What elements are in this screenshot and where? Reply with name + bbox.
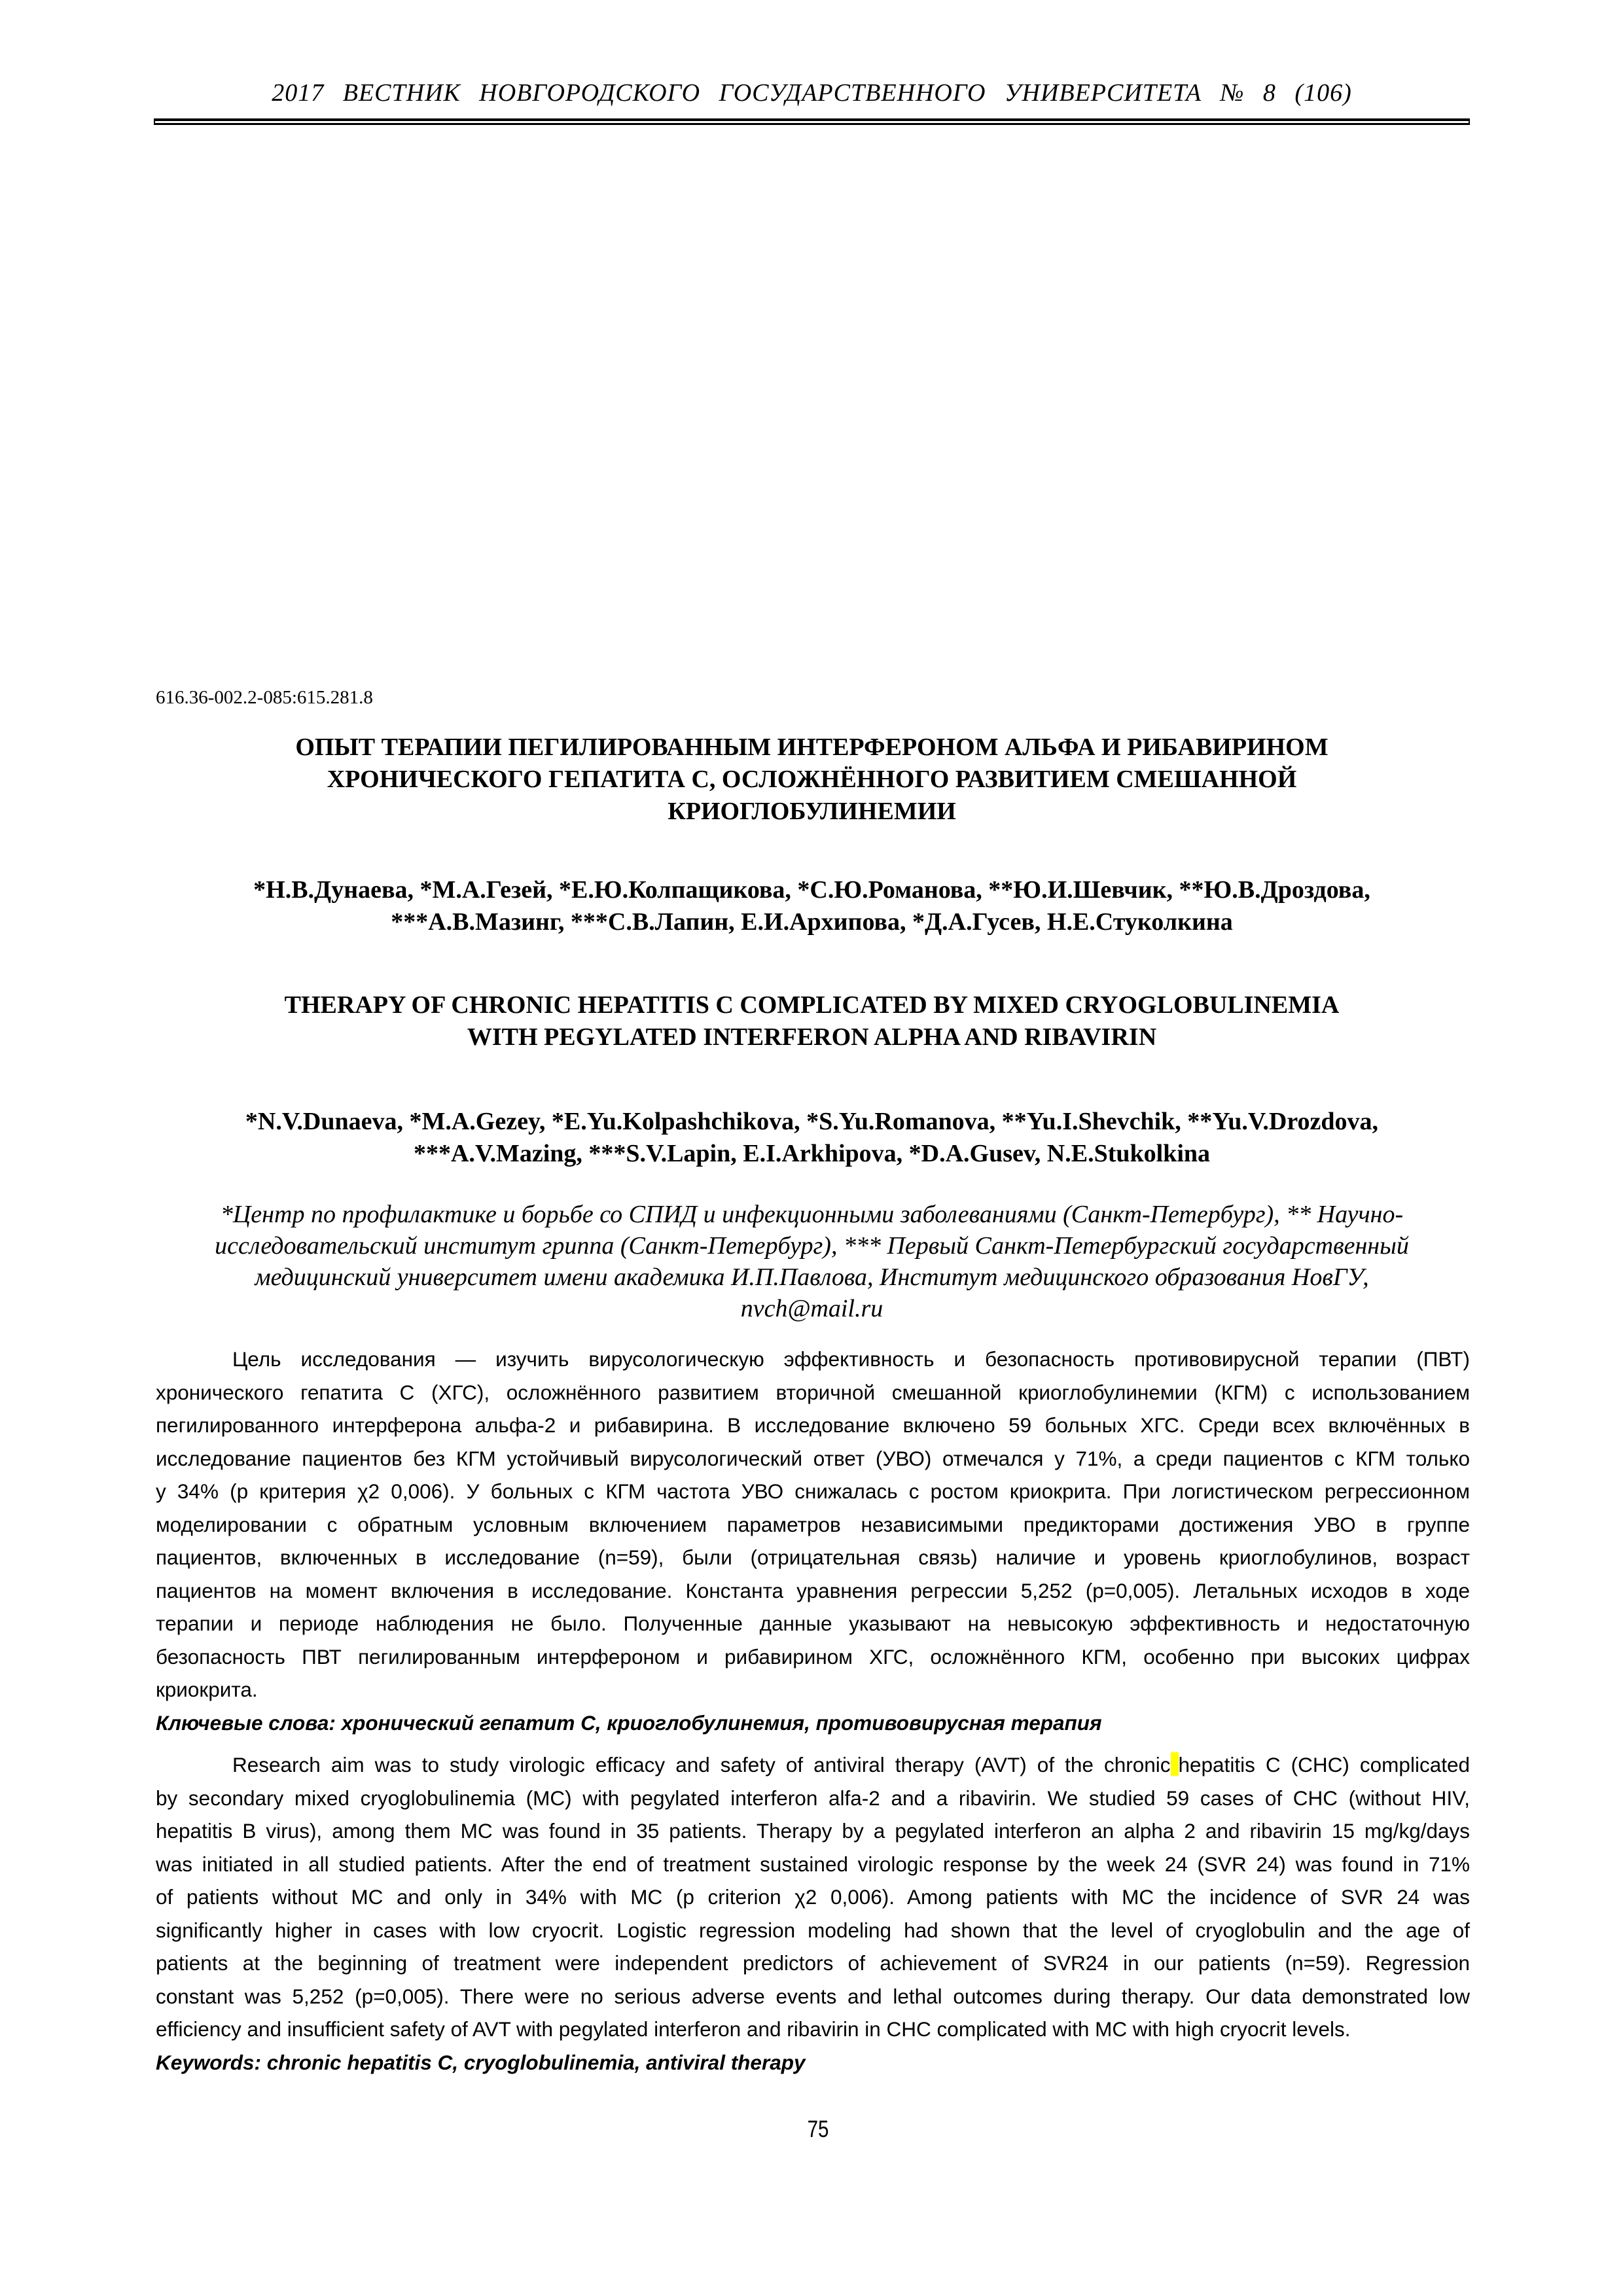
- authors-en: [154, 1106, 1470, 1170]
- abstract-en-text: hepatitis C (CHC) complicated: [1178, 1753, 1470, 1776]
- abstract-en-text: Research aim was to study virologic efficacy and safety of antiviral therapy (AVT) of the chronic: [232, 1753, 1171, 1776]
- authors-ru-line: *Н.В.Дунаева, *М.А.Гезей, *Е.Ю.Колпащикова, *С.Ю.Романова, **Ю.И.Шевчик, **Ю.В.Дроздова,: [253, 876, 1370, 904]
- abstract-ru-line: исследование пациентов без КГМ устойчивый вирусологический ответ (УВО) отмечался у 71%, а среди пациентов с КГМ только: [156, 1446, 1470, 1470]
- affiliation-line: медицинский университет имени академика И.П.Павлова, Институт медицинского образования НовГУ,: [255, 1263, 1369, 1291]
- abstract-en-line: efficiency and insufficient safety of AVT with pegylated interferon and ribavirin in CHC complicated with MC with high cryocrit levels.: [156, 2017, 1351, 2041]
- affiliation-line: *Центр по профилактике и борьбе со СПИД и инфекционными заболеваниями (Санкт-Петербург), ** Научно-: [220, 1201, 1404, 1228]
- abstract-ru-line: терапии и периоде наблюдения не было. Полученные данные указывают на невысокую эффективность и недостаточную: [156, 1612, 1470, 1635]
- highlight-mark: [1171, 1752, 1179, 1776]
- keywords-ru: Ключевые слова: хронический гепатит С, криоглобулинемия, противовирусная терапия: [156, 1710, 1102, 1735]
- affiliation-line: исследовательский институт гриппа (Санкт-Петербург), *** Первый Санкт-Петербургский государственный: [215, 1232, 1409, 1260]
- title-en-line: WITH PEGYLATED INTERFERON ALPHA AND RIBAVIRIN: [467, 1023, 1157, 1051]
- abstract-ru-line: хронического гепатита С (ХГС), осложнённого развитием вторичной смешанной криоглобулинемии (КГМ) с использованием: [156, 1380, 1470, 1404]
- abstract-en-line: of patients without MC and only in 34% with MC (p criterion χ2 0,006). Among patients with MC the incidence of SVR 24 was: [156, 1885, 1470, 1909]
- abstract-ru-line: пациентов на момент включения в исследование. Константа уравнения регрессии 5,252 (р=0,005). Летальных исходов в ходе: [156, 1578, 1470, 1602]
- abstract-ru-line: пегилированного интерферона альфа-2 и рибавирина. В исследование включено 59 больных ХГС. Среди всех включённых в: [156, 1413, 1470, 1437]
- abstract-en-line: constant was 5,252 (p=0,005). There were no serious adverse events and lethal outcomes during therapy. Our data demonstrated low: [156, 1984, 1470, 2008]
- title-en-line: THERAPY OF CHRONIC HEPATITIS C COMPLICATED BY MIXED CRYOGLOBULINEMIA: [284, 991, 1340, 1019]
- title-ru-line: КРИОГЛОБУЛИНЕМИИ: [668, 798, 956, 825]
- authors-ru: [154, 874, 1470, 938]
- abstract-en-line: patients at the beginning of treatment were independent predictors of achievement of SVR24 in our patients (n=59). Regression: [156, 1951, 1470, 1975]
- authors-ru-line: ***А.В.Мазинг, ***С.В.Лапин, Е.И.Архипова, *Д.А.Гусев, Н.Е.Стуколкина: [391, 908, 1233, 936]
- abstract-ru-line: криокрита.: [156, 1678, 258, 1701]
- abstract-ru-line: пациентов, включенных в исследование (n=59), были (отрицательная связь) наличие и уровень криоглобулинов, возраст: [156, 1545, 1470, 1569]
- header-double-rule: [154, 118, 1470, 125]
- udc-code: 616.36-002.2-085:615.281.8: [156, 687, 373, 708]
- abstract-ru: [156, 1343, 1470, 1739]
- abstract-en-line: significantly higher in cases with low cryocrit. Logistic regression modeling had shown that the level of cryoglobulin and the age of: [156, 1918, 1470, 1942]
- title-ru-line: ХРОНИЧЕСКОГО ГЕПАТИТА С, ОСЛОЖНЁННОГО РАЗВИТИЕМ СМЕШАННОЙ: [327, 766, 1297, 793]
- authors-en-line: *N.V.Dunaeva, *M.A.Gezey, *E.Yu.Kolpashchikova, *S.Yu.Romanova, **Yu.I.Shevchik, **Yu.V.Drozdova,: [245, 1108, 1379, 1135]
- abstract-ru-line: у 34% (р критерия χ2 0,006). У больных с КГМ частота УВО снижалась с ростом криокрита. При логистическом регрессионном: [156, 1479, 1470, 1503]
- authors-en-line: ***A.V.Mazing, ***S.V.Lapin, E.I.Arkhipova, *D.A.Gusev, N.E.Stukolkina: [413, 1140, 1211, 1167]
- running-head: 2017 ВЕСТНИК НОВГОРОДСКОГО ГОСУДАРСТВЕННОГО УНИВЕРСИТЕТА № 8 (106): [272, 79, 1352, 107]
- contact-email: nvch@mail.ru: [740, 1295, 883, 1322]
- abstract-en-first-line: [156, 1748, 1470, 1782]
- abstract-en-line: by secondary mixed cryoglobulinemia (MC) with pegylated interferon alfa-2 and a ribavirin. We studied 59 cases of CHC (without HIV,: [156, 1786, 1470, 1810]
- abstract-en-line: hepatitis B virus), among them MC was found in 35 patients. Therapy by a pegylated interferon an alpha 2 and ribavirin 15 mg/kg/days: [156, 1819, 1470, 1843]
- abstract-ru-line: безопасность ПВТ пегилированным интерфероном и рибавирином ХГС, осложнённого КГМ, особенно при высоких цифрах: [156, 1644, 1470, 1669]
- article-title-ru: [154, 732, 1470, 828]
- abstract-ru-line: Цель исследования — изучить вирусологическую эффективность и безопасность противовирусной терапии (ПВТ): [232, 1347, 1470, 1371]
- article-title-en: [154, 989, 1470, 1053]
- affiliations: [154, 1199, 1470, 1324]
- title-ru-line: ОПЫТ ТЕРАПИИ ПЕГИЛИРОВАННЫМ ИНТЕРФЕРОНОМ АЛЬФА И РИБАВИРИНОМ: [295, 733, 1329, 761]
- page-number: 75: [807, 2115, 829, 2142]
- abstract-ru-line: моделировании с обратным условным включением параметров независимыми предикторами достижения УВО в группе: [156, 1512, 1470, 1536]
- keywords-en: Keywords: chronic hepatitis C, cryoglobulinemia, antiviral therapy: [156, 2050, 806, 2074]
- abstract-en: [156, 1748, 1470, 2079]
- abstract-en-line: was initiated in all studied patients. After the end of treatment sustained virologic response by the week 24 (SVR 24) was found in 71%: [156, 1852, 1470, 1876]
